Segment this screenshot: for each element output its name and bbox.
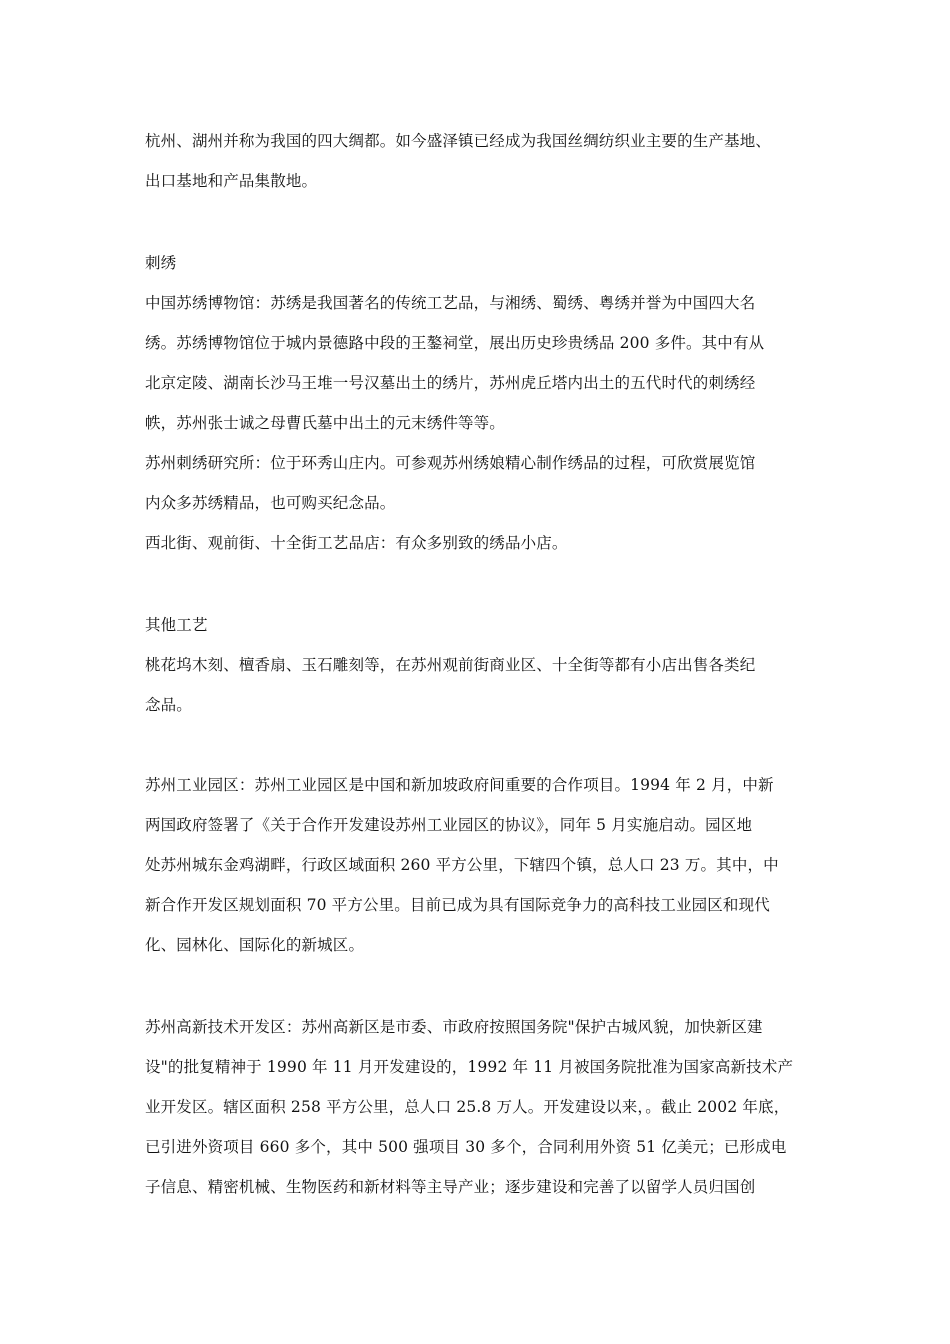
text-line: 桃花坞木刻、檀香扇、玉石雕刻等，在苏州观前街商业区、十全街等都有小店出售各类纪 <box>145 656 756 674</box>
text-line: 出口基地和产品集散地。 <box>145 172 318 190</box>
text-line: 处苏州城东金鸡湖畔，行政区域面积 260 平方公里，下辖四个镇，总人口 23 万。其中，中 <box>145 856 779 874</box>
text-line: 北京定陵、湖南长沙马王堆一号汉墓出土的绣片，苏州虎丘塔内出土的五代时代的刺绣经 <box>145 374 756 392</box>
text-line: 化、园林化、国际化的新城区。 <box>145 936 365 954</box>
text-line: 新合作开发区规划面积 70 平方公里。目前已成为具有国际竞争力的高科技工业园区和现代 <box>145 896 770 914</box>
text-line: 绣。苏绣博物馆位于城内景德路中段的王鏊祠堂，展出历史珍贵绣品 200 多件。其中有从 <box>145 334 765 352</box>
text-line: 设"的批复精神于 1990 年 11 月开发建设的，1992 年 11 月被国务院批准为国家高新技术产 <box>145 1058 794 1076</box>
text-line: 杭州、湖州并称为我国的四大绸都。如今盛泽镇已经成为我国丝绸纺织业主要的生产基地、 <box>145 132 772 150</box>
text-line: 中国苏绣博物馆：苏绣是我国著名的传统工艺品，与湘绣、蜀绣、粤绣并誉为中国四大名 <box>145 294 756 312</box>
text-line: 苏州高新技术开发区：苏州高新区是市委、市政府按照国务院"保护古城风貌，加快新区建 <box>145 1018 763 1036</box>
text-line: 业开发区。辖区面积 258 平方公里，总人口 25.8 万人。开发建设以来，。截止 2002 年底， <box>145 1098 790 1116</box>
text-line: 帙，苏州张士诚之母曹氏墓中出土的元末绣件等等。 <box>145 414 505 432</box>
text-line: 内众多苏绣精品，也可购买纪念品。 <box>145 494 396 512</box>
text-line: 两国政府签署了《关于合作开发建设苏州工业园区的协议》，同年 5 月实施启动。园区地 <box>145 816 753 834</box>
text-line: 苏州刺绣研究所：位于环秀山庄内。可参观苏州绣娘精心制作绣品的过程，可欣赏展览馆 <box>145 454 756 472</box>
text-line: 苏州工业园区：苏州工业园区是中国和新加坡政府间重要的合作项目。1994 年 2 月，中新 <box>145 776 774 794</box>
section-heading-other-crafts: 其他工艺 <box>145 616 208 634</box>
section-heading-embroidery: 刺绣 <box>145 254 177 272</box>
text-line: 子信息、精密机械、生物医药和新材料等主导产业；逐步建设和完善了以留学人员归国创 <box>145 1178 756 1196</box>
text-line: 念品。 <box>145 696 192 714</box>
text-line: 西北街、观前街、十全街工艺品店：有众多别致的绣品小店。 <box>145 534 568 552</box>
text-line: 已引进外资项目 660 多个，其中 500 强项目 30 多个，合同利用外资 51 亿美元；已形成电 <box>145 1138 787 1156</box>
